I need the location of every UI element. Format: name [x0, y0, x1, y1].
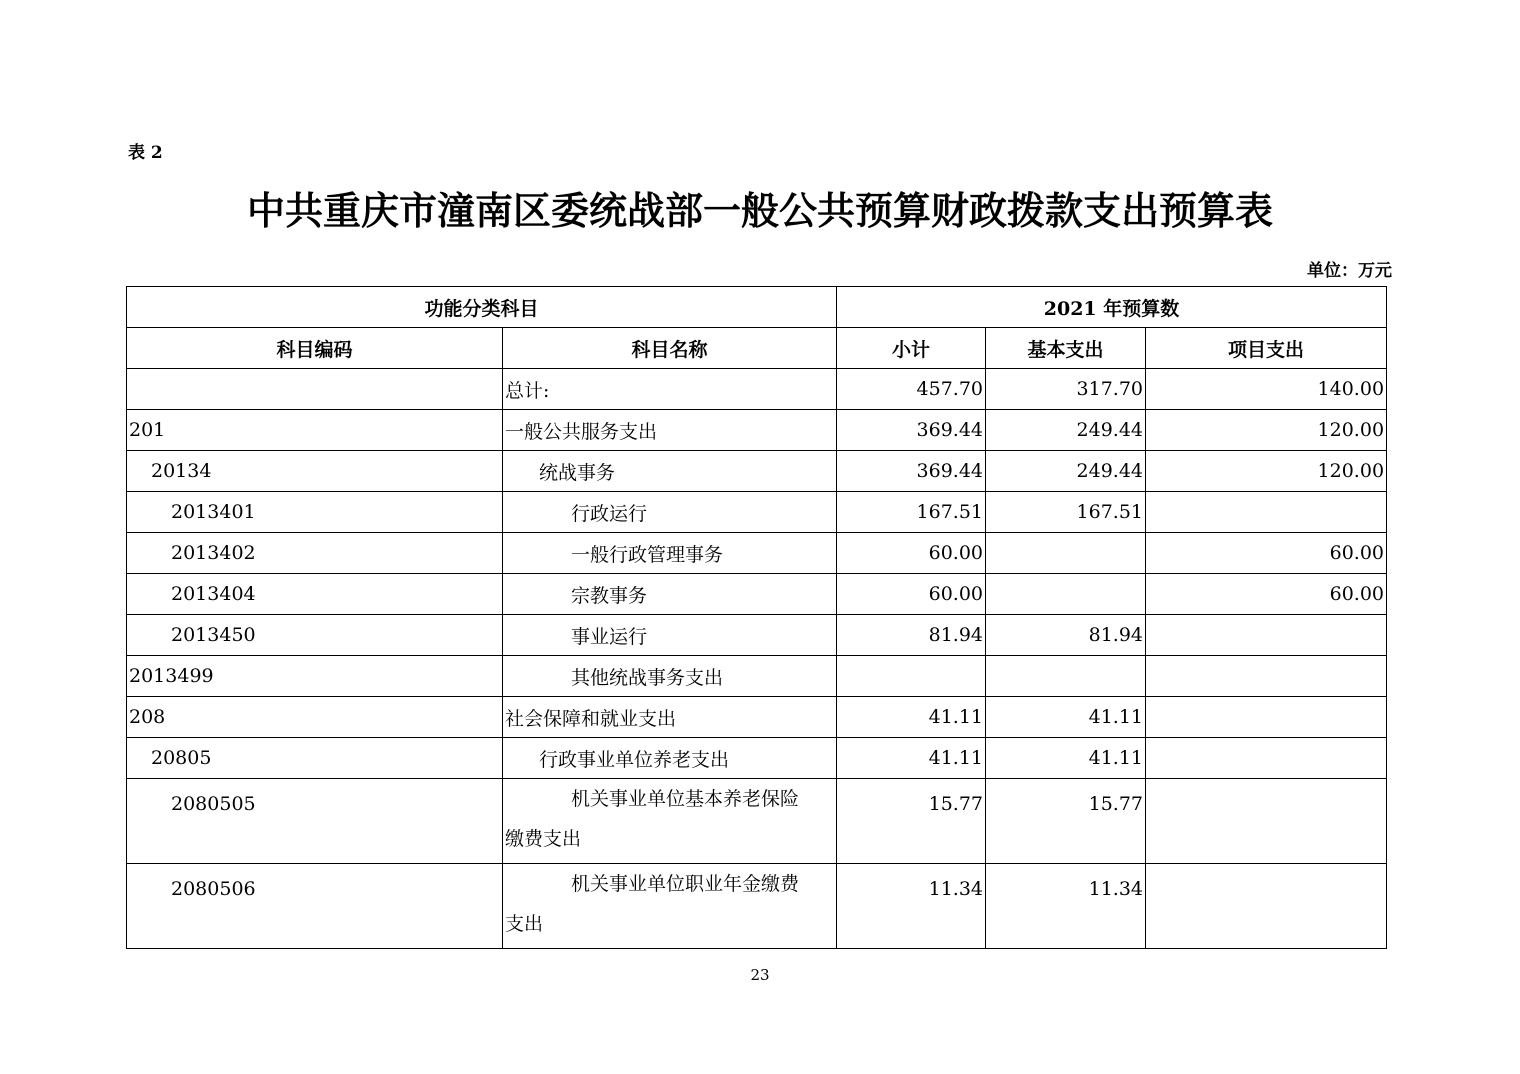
header-basic: 基本支出: [986, 328, 1146, 369]
row-basic: [986, 656, 1146, 697]
row-basic: 249.44: [986, 451, 1146, 492]
row-code: 2013499: [127, 656, 503, 697]
row-project: [1146, 738, 1387, 779]
header-functional-category: 功能分类科目: [127, 287, 837, 328]
header-column-row: [127, 328, 1387, 369]
row-subtotal: 369.44: [837, 451, 986, 492]
row-name: 行政事业单位养老支出: [503, 738, 837, 779]
row-name: [503, 779, 837, 864]
table-row: [127, 410, 1387, 451]
row-code: 208: [127, 697, 503, 738]
row-basic: 249.44: [986, 410, 1146, 451]
row-subtotal: 60.00: [837, 533, 986, 574]
table-row: [127, 697, 1387, 738]
row-code: 20134: [127, 451, 503, 492]
row-subtotal: 167.51: [837, 492, 986, 533]
table-row: [127, 779, 1387, 864]
row-project: [1146, 615, 1387, 656]
row-subtotal: [837, 656, 986, 697]
row-project: 140.00: [1146, 369, 1387, 410]
row-code: 2080506: [127, 864, 503, 949]
budget-table: [126, 286, 1387, 949]
table-label: 表 2: [128, 143, 163, 163]
row-project: [1146, 492, 1387, 533]
table-row: [127, 656, 1387, 697]
table-row: [127, 864, 1387, 949]
row-basic: 41.11: [986, 738, 1146, 779]
row-name-line2: 支出: [505, 913, 544, 935]
header-budget-year: 2021 年预算数: [837, 287, 1387, 328]
header-project: 项目支出: [1146, 328, 1387, 369]
row-basic: 317.70: [986, 369, 1146, 410]
row-name-line1: 机关事业单位职业年金缴费: [571, 873, 800, 895]
header-code: 科目编码: [127, 328, 503, 369]
row-basic: 167.51: [986, 492, 1146, 533]
table-row: [127, 615, 1387, 656]
row-name: [503, 864, 837, 949]
unit-label: 单位：万元: [1307, 261, 1392, 281]
row-name: 社会保障和就业支出: [503, 697, 837, 738]
row-name: 宗教事务: [503, 574, 837, 615]
row-basic: 41.11: [986, 697, 1146, 738]
header-group-row: [127, 287, 1387, 328]
table-row: [127, 574, 1387, 615]
row-subtotal: 457.70: [837, 369, 986, 410]
row-basic: [986, 533, 1146, 574]
row-name-line1: 机关事业单位基本养老保险: [571, 788, 800, 810]
row-project: 60.00: [1146, 574, 1387, 615]
row-code: 2013401: [127, 492, 503, 533]
page-title: 中共重庆市潼南区委统战部一般公共预算财政拨款支出预算表: [246, 189, 1273, 233]
row-code: [127, 369, 503, 410]
row-project: [1146, 656, 1387, 697]
table-row: [127, 492, 1387, 533]
row-name: 总计:: [503, 369, 837, 410]
row-name: 一般行政管理事务: [503, 533, 837, 574]
row-name: 其他统战事务支出: [503, 656, 837, 697]
row-project: 120.00: [1146, 451, 1387, 492]
row-subtotal: 60.00: [837, 574, 986, 615]
table-row: [127, 533, 1387, 574]
row-code: 2013402: [127, 533, 503, 574]
page-number: 23: [750, 966, 770, 984]
row-subtotal: 81.94: [837, 615, 986, 656]
row-basic: [986, 574, 1146, 615]
row-name: 行政运行: [503, 492, 837, 533]
row-basic: 81.94: [986, 615, 1146, 656]
row-project: [1146, 697, 1387, 738]
row-code: 201: [127, 410, 503, 451]
row-subtotal: 41.11: [837, 697, 986, 738]
header-name: 科目名称: [503, 328, 837, 369]
row-code: 2080505: [127, 779, 503, 864]
table-row: [127, 738, 1387, 779]
header-subtotal: 小计: [837, 328, 986, 369]
row-name: 事业运行: [503, 615, 837, 656]
row-code: 2013450: [127, 615, 503, 656]
row-subtotal: 369.44: [837, 410, 986, 451]
row-project: [1146, 779, 1387, 864]
row-subtotal: 15.77: [837, 779, 986, 864]
row-name: 统战事务: [503, 451, 837, 492]
table-row: [127, 369, 1387, 410]
row-code: 2013404: [127, 574, 503, 615]
row-subtotal: 11.34: [837, 864, 986, 949]
row-name: 一般公共服务支出: [503, 410, 837, 451]
row-project: 120.00: [1146, 410, 1387, 451]
row-project: 60.00: [1146, 533, 1387, 574]
row-name-line2: 缴费支出: [505, 828, 582, 850]
table-row: [127, 451, 1387, 492]
row-project: [1146, 864, 1387, 949]
row-code: 20805: [127, 738, 503, 779]
row-basic: 11.34: [986, 864, 1146, 949]
row-basic: 15.77: [986, 779, 1146, 864]
row-subtotal: 41.11: [837, 738, 986, 779]
